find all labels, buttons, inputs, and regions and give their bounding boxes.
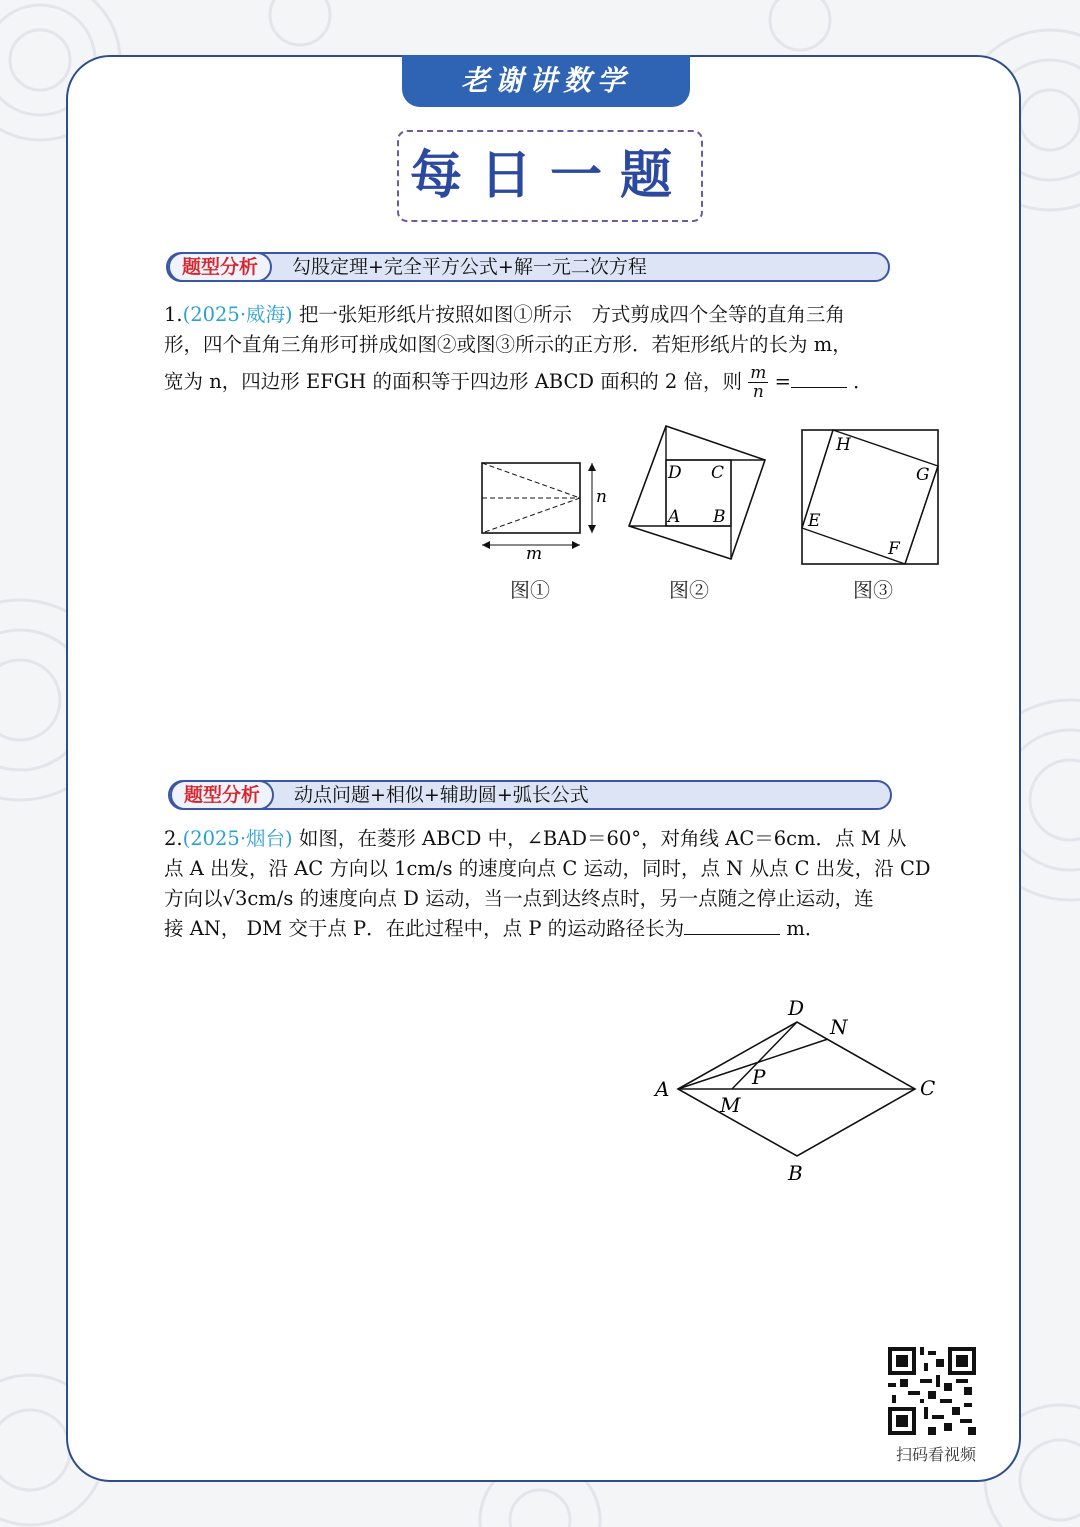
caption-figure-3: 图③: [853, 578, 893, 602]
label-C: C: [711, 463, 725, 483]
question-2-line-1: [164, 824, 944, 854]
topic-bar-q1: [166, 252, 890, 282]
question-2: [164, 824, 944, 944]
label-m: m: [526, 544, 543, 564]
fraction-m-over-n: $\frac{m}{n}$: [750, 363, 767, 402]
brand-tab: 老谢讲数学: [402, 55, 690, 107]
label-rhombus-P: P: [752, 1065, 766, 1089]
label-rhombus-M: M: [720, 1093, 741, 1117]
topic-text-q2: 动点问题+相似+辅助圆+弧长公式: [294, 784, 589, 806]
question-1-source: (2025·威海): [182, 303, 293, 326]
question-2-text-3a: 方向以: [164, 887, 223, 910]
question-1: [164, 300, 924, 401]
label-rhombus-N: N: [830, 1015, 848, 1039]
question-1-text-3: 宽为 n，四边形 EFGH 的面积等于四边形 ABCD 面积的 2 倍，则: [164, 370, 743, 393]
qr-code[interactable]: [888, 1347, 976, 1435]
caption-figure-2: 图②: [669, 578, 709, 602]
question-2-unit: m．: [786, 917, 825, 940]
label-F: F: [888, 539, 900, 559]
answer-blank-2[interactable]: [684, 934, 780, 935]
question-1-line-3: [164, 364, 924, 401]
label-rhombus-C: C: [920, 1076, 936, 1100]
label-A: A: [668, 507, 681, 527]
label-rhombus-A: A: [655, 1077, 670, 1101]
question-2-line-3: [164, 884, 944, 914]
answer-blank-1[interactable]: [791, 387, 847, 388]
question-2-line-4: [164, 914, 944, 944]
topic-text-q1: 勾股定理+完全平方公式+解一元二次方程: [292, 256, 647, 278]
question-2-number: 2.: [164, 827, 183, 850]
page-title: 每日一题: [409, 145, 690, 206]
question-1-number: 1.: [164, 303, 183, 326]
equals-sign: =: [774, 370, 791, 393]
question-1-end: ．: [853, 370, 873, 393]
qr-caption: 扫码看视频: [895, 1445, 976, 1464]
question-1-line-2: 形，四个直角三角形可拼成如图②或图③所示的正方形．若矩形纸片的长为 m，: [164, 333, 852, 356]
figure-2-pinwheel: [625, 422, 770, 567]
label-H: H: [836, 435, 851, 455]
question-1-text-1: 把一张矩形纸片按照如图①所示 方式剪成四个全等的直角三角: [298, 303, 845, 326]
topic-bar-q2: [168, 780, 892, 810]
topic-tag-q2: 题型分析: [170, 780, 274, 810]
question-2-source: (2025·烟台): [182, 827, 293, 850]
label-D: D: [668, 463, 682, 483]
question-2-text-3b: √3cm/s 的速度向点 D 运动，当一点到达终点时，另一点随之停止运动，连: [222, 887, 874, 910]
question-2-text-4a: 接 AN， DM 交于点 P．在此过程中，点 P 的运动路径长为: [164, 917, 685, 940]
label-B: B: [713, 507, 726, 527]
question-2-line-2: 点 A 出发，沿 AC 方向以 1cm/s 的速度向点 C 运动，同时，点 N 从点 C 出发，沿 CD: [164, 857, 931, 880]
label-E: E: [808, 511, 821, 531]
label-rhombus-B: B: [788, 1161, 803, 1185]
figure-1-rectangle: [470, 455, 615, 565]
question-2-text-1: 如图，在菱形 ABCD 中，∠BAD＝60°，对角线 AC＝6cm．点 M 从: [298, 827, 907, 850]
topic-tag-q1: 题型分析: [168, 252, 272, 282]
label-G: G: [916, 465, 930, 485]
label-rhombus-D: D: [788, 996, 805, 1020]
figure-3-square: [800, 428, 942, 568]
figure-rhombus: [650, 992, 945, 1187]
caption-figure-1: 图①: [510, 578, 550, 602]
label-n: n: [596, 487, 607, 507]
question-1-line-1: [164, 300, 924, 330]
